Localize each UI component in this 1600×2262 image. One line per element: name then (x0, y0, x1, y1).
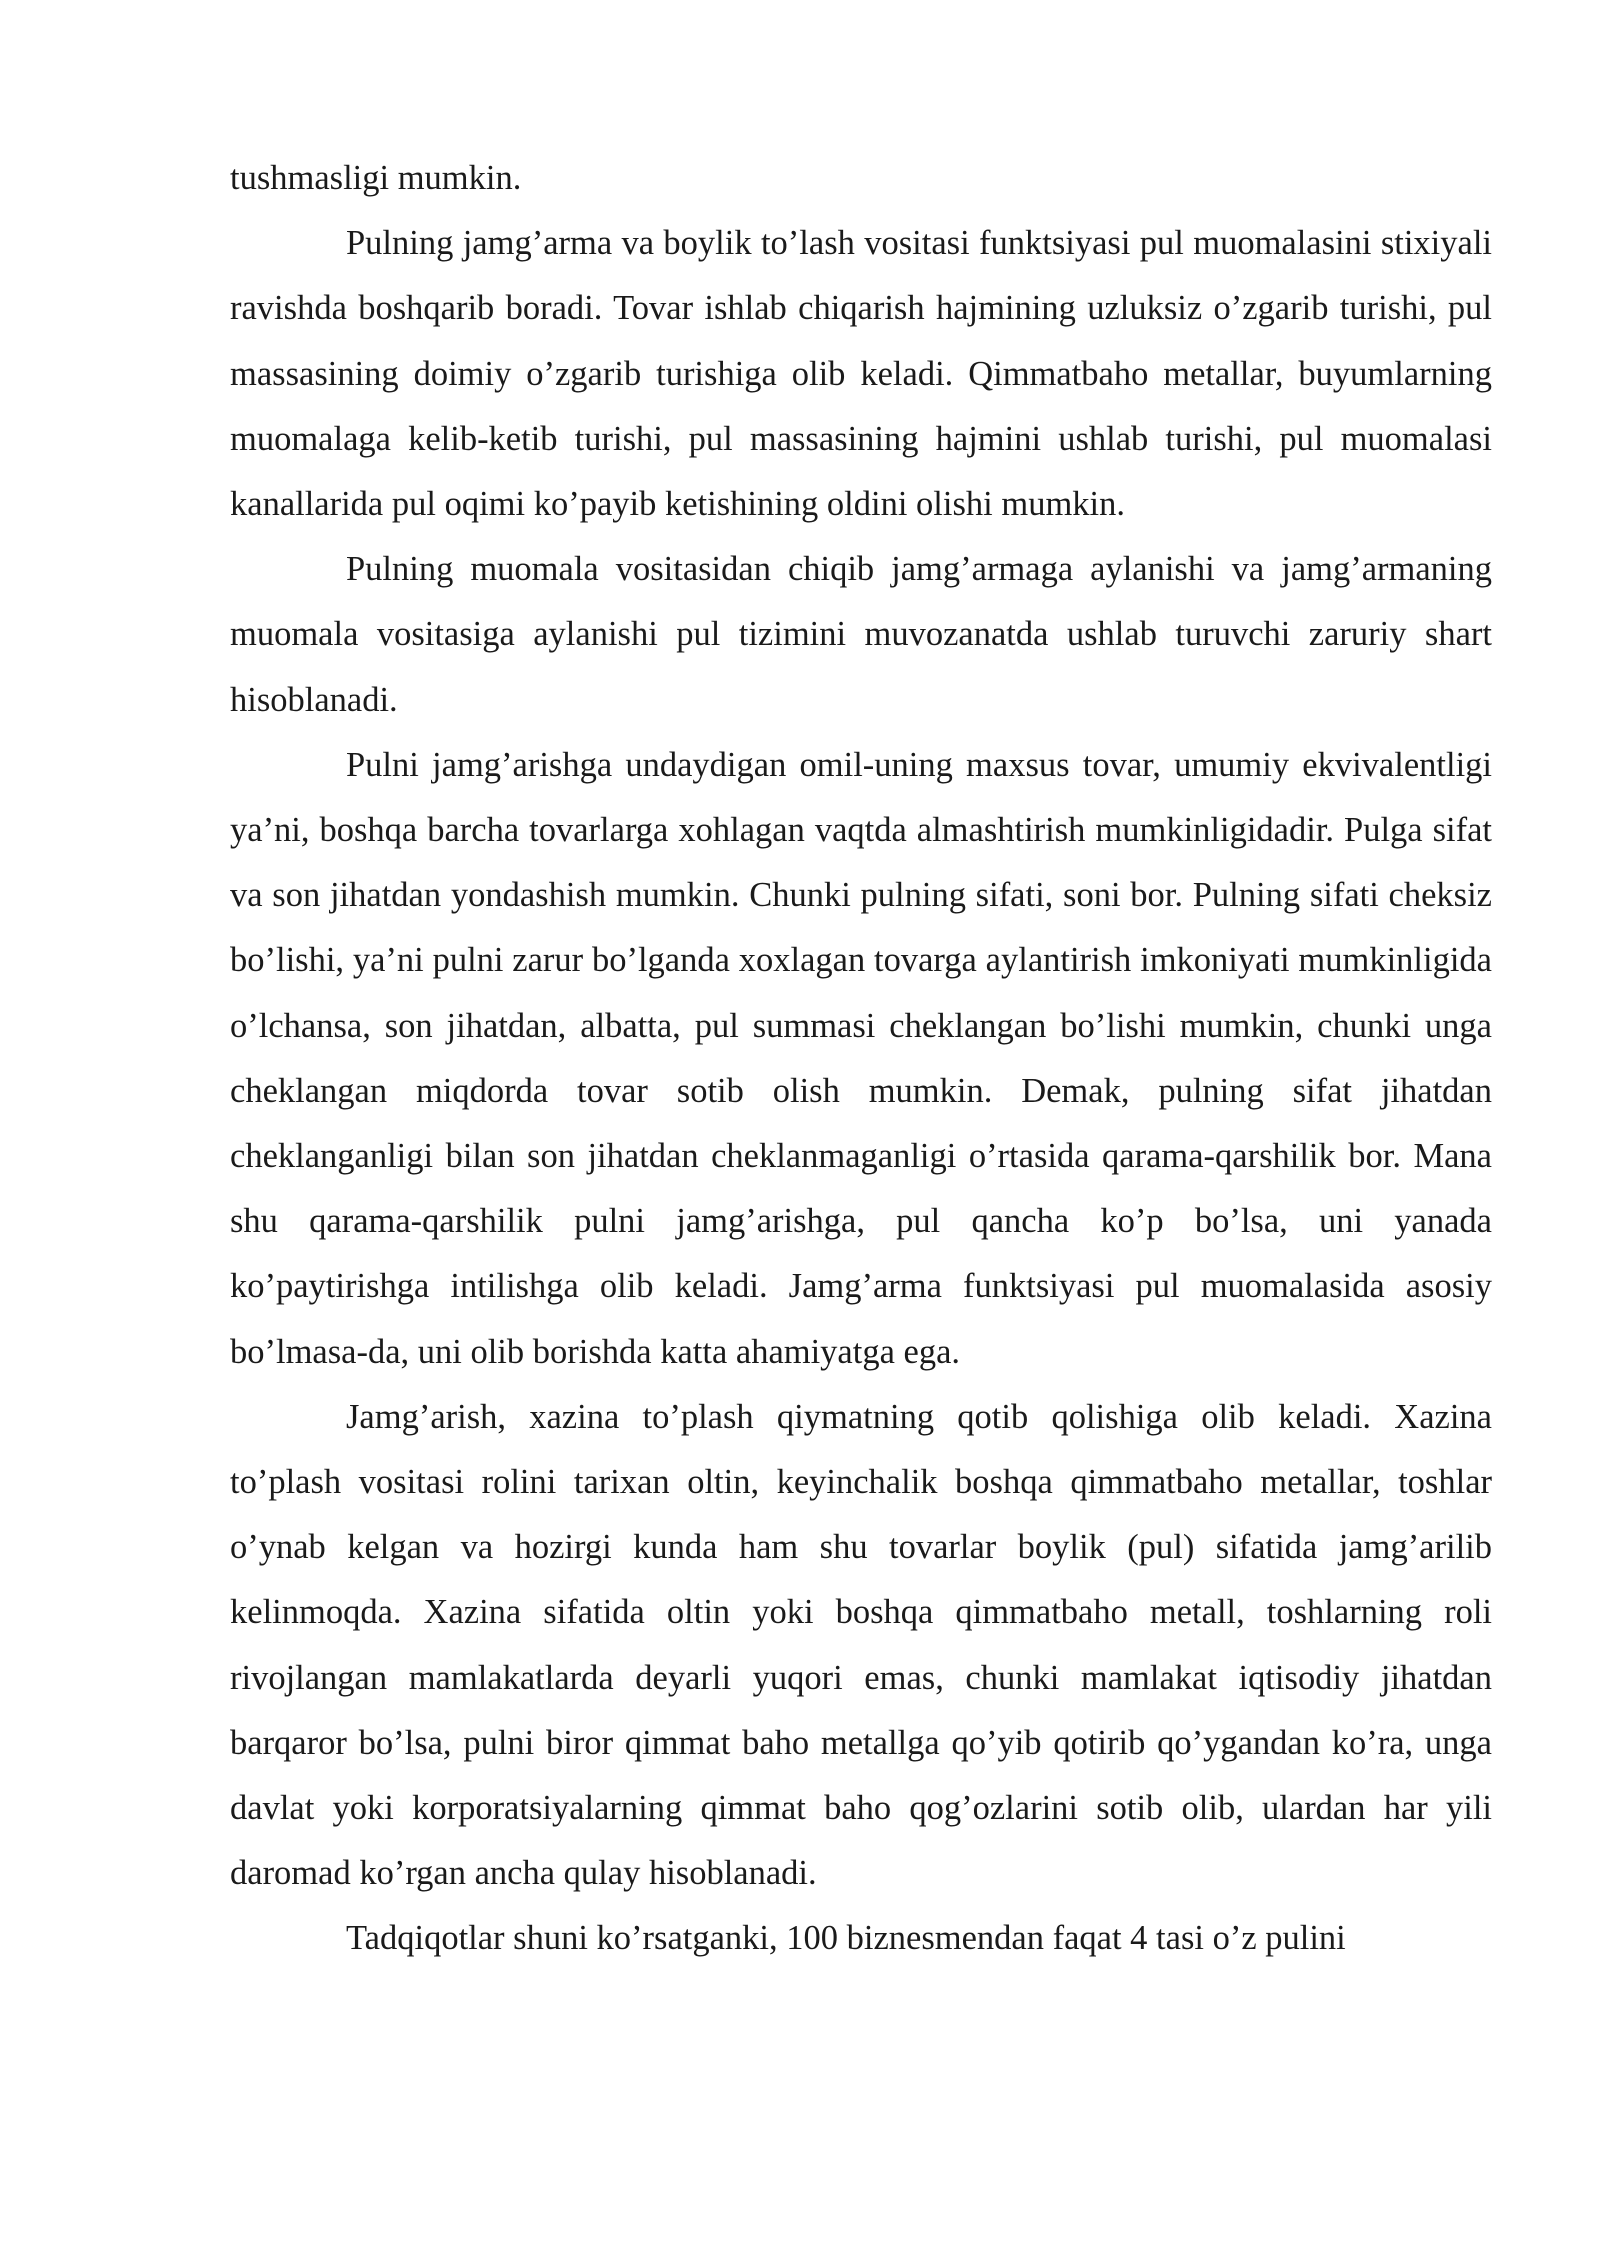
paragraph: Pulning jamg’arma va boylik to’lash vositasi funktsiyasi pul muomalasini stixiyali ravishda boshqarib boradi. Tovar ishlab chiqarish hajmining uzluksiz o’zgarib turishi, pul massasining doimiy o’zgarib turishiga olib keladi. Qimmatbaho metallar, buyumlarning muomalaga kelib-ketib turishi, pul massasining hajmini ushlab turishi, pul muomalasi kanallarida pul oqimi ko’payib ketishining oldini olishi mumkin. (230, 224, 1492, 524)
document-body (230, 146, 1492, 1972)
paragraph-truncated: Tadqiqotlar shuni ko’rsatganki, 100 biznesmendan faqat 4 tasi o’z pulini (346, 1919, 1346, 1958)
paragraph-continuation: tushmasligi mumkin. (230, 159, 522, 197)
paragraph: Pulning muomala vositasidan chiqib jamg’armaga aylanishi va jamg’armaning muomala vositasiga aylanishi pul tizimini muvozanatda ushlab turuvchi zaruriy shart hisoblanadi. (230, 550, 1492, 719)
paragraph: Jamg’arish, xazina to’plash qiymatning qotib qolishiga olib keladi. Xazina to’plash vositasi rolini tarixan oltin, keyinchalik boshqa qimmatbaho metallar, toshlar o’ynab kelgan va hozirgi kunda ham shu tovarlar boylik (pul) sifatida jamg’arilib kelinmoqda. Xazina sifatida oltin yoki boshqa qimmatbaho metall, toshlarning roli rivojlangan mamlakatlarda deyarli yuqori emas, chunki mamlakat iqtisodiy jihatdan barqaror bo’lsa, pulni biror qimmat baho metallga qo’yib qotirib qo’ygandan ko’ra, unga davlat yoki korporatsiyalarning qimmat baho qog’ozlarini sotib olib, ulardan har yili daromad ko’rgan ancha qulay hisoblanadi. (230, 1397, 1492, 1893)
paragraph: Pulni jamg’arishga undaydigan omil-uning maxsus tovar, umumiy ekvivalentligi ya’ni, boshqa barcha tovarlarga xohlagan vaqtda almashtirish mumkinligidadir. Pulga sifat va son jihatdan yondashish mumkin. Chunki pulning sifati, soni bor. Pulning sifati cheksiz bo’lishi, ya’ni pulni zarur bo’lganda xoxlagan tovarga aylantirish imkoniyati mumkinligida o’lchansa, son jihatdan, albatta, pul summasi cheklangan bo’lishi mumkin, chunki unga cheklangan miqdorda tovar sotib olish mumkin. Demak, pulning sifat jihatdan cheklanganligi bilan son jihatdan cheklanmaganligi o’rtasida qarama-qarshilik bor. Mana shu qarama-qarshilik pulni jamg’arishga, pul qancha ko’p bo’lsa, uni yanada ko’paytirishga intilishga olib keladi. Jamg’arma funktsiyasi pul muomalasida asosiy bo’lmasa-da, uni olib borishda katta ahamiyatga ega. (230, 745, 1492, 1371)
